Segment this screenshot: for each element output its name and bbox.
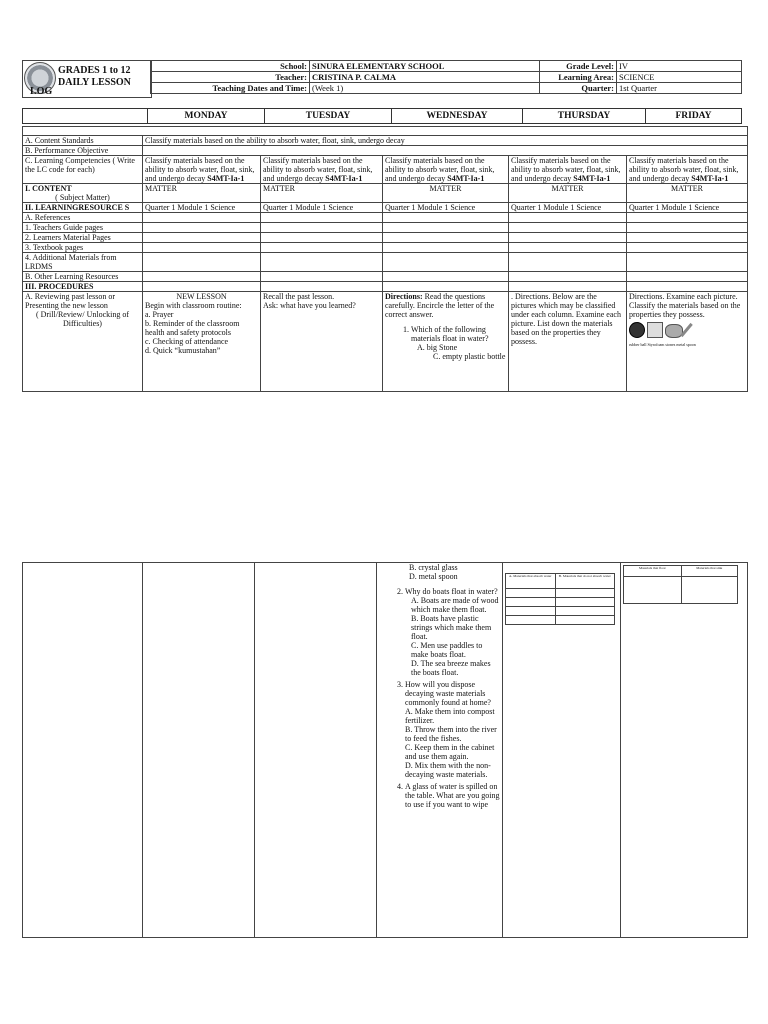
school-value: SINURA ELEMENTARY SCHOOL bbox=[310, 61, 540, 72]
comp-code: S4MT-Ia-1 bbox=[447, 174, 485, 183]
log-title: LOG bbox=[30, 86, 53, 97]
monday-item: a. Prayer bbox=[145, 310, 174, 319]
question-1: 1. Which of the following materials float in water? A. big Stone C. empty plastic bottle bbox=[411, 325, 506, 361]
day-thursday: THURSDAY bbox=[523, 109, 646, 124]
grades-title: GRADES 1 to 12 bbox=[58, 65, 131, 76]
area-label: Learning Area: bbox=[540, 72, 617, 83]
friday-classify-table bbox=[623, 565, 738, 604]
day-friday: FRIDAY bbox=[646, 109, 742, 124]
row-competencies: C. Learning Competencies ( Write the LC code for each) bbox=[23, 156, 143, 184]
module-friday: Quarter 1 Module 1 Science bbox=[627, 203, 748, 213]
q2-option: D. The sea breeze makes the boats float. bbox=[411, 659, 491, 677]
q1-option-b: B. crystal glass bbox=[409, 563, 458, 572]
day-tuesday: TUESDAY bbox=[265, 109, 392, 124]
comp-code: S4MT-Ia-1 bbox=[573, 174, 611, 183]
monday-item: d. Quick “kumustahan” bbox=[145, 346, 221, 355]
matter-tuesday: MATTER bbox=[261, 184, 383, 203]
friday-directions: Directions. Examine each picture. Classify the materials based on the properties they possess. bbox=[629, 292, 741, 319]
wed-directions: Read the questions carefully. Encircle the letter of the correct answer. bbox=[385, 292, 495, 319]
q3-option: B. Throw them into the river to feed the fishes. bbox=[405, 725, 497, 743]
row-references: A. References bbox=[23, 213, 143, 223]
comp-wednesday bbox=[383, 156, 509, 184]
comp-text: Classify materials based on the ability to absorb water, float, sink, and undergo decay bbox=[511, 156, 621, 183]
tuesday-line: Recall the past lesson. bbox=[263, 292, 335, 301]
module-monday: Quarter 1 Module 1 Science bbox=[143, 203, 261, 213]
matter-friday: MATTER bbox=[627, 184, 748, 203]
teacher-label: Teacher: bbox=[151, 72, 310, 83]
friday-pictures bbox=[629, 322, 745, 340]
styrofoam-image bbox=[647, 322, 663, 338]
rubber-ball-image bbox=[629, 322, 645, 338]
spacer-row bbox=[23, 127, 748, 136]
row-resources: II. LEARNINGRESOURCE S bbox=[23, 203, 143, 213]
day-monday: MONDAY bbox=[148, 109, 265, 124]
q3-option: C. Keep them in the cabinet and use them again. bbox=[405, 743, 495, 761]
comp-text: Classify materials based on the ability to absorb water, float, sink, and undergo decay bbox=[385, 156, 495, 183]
monday-title: NEW LESSON bbox=[176, 292, 227, 301]
friday-col-a: Materials that float bbox=[624, 566, 682, 577]
row-lm: 2. Learners Material Pages bbox=[23, 233, 143, 243]
subject-matter-label: ( Subject Matter) bbox=[55, 193, 110, 202]
performance-value bbox=[143, 146, 748, 156]
daily-lesson-title: DAILY LESSON bbox=[58, 77, 131, 88]
comp-monday bbox=[143, 156, 261, 184]
row-performance: B. Performance Objective bbox=[23, 146, 143, 156]
quarter-value: 1st Quarter bbox=[617, 83, 742, 94]
q1-option-c: C. empty plastic bottle bbox=[433, 352, 506, 361]
module-thursday: Quarter 1 Module 1 Science bbox=[509, 203, 627, 213]
p2-thursday-cell bbox=[503, 563, 621, 938]
teacher-value: CRISTINA P. CALMA bbox=[310, 72, 540, 83]
quarter-label: Quarter: bbox=[540, 83, 617, 94]
content-standards-value: Classify materials based on the ability to absorb water, float, sink, undergo decay bbox=[143, 136, 748, 146]
drill-label: ( Drill/Review/ Unlocking of Difficulties) bbox=[35, 310, 130, 328]
p2-monday-cell bbox=[143, 563, 255, 938]
question-3: 3. How will you dispose decaying waste materials commonly found at home? A. Make them into compost fertilizer. B. Throw them into the river to feed the fishes. C. Keep them in the cabinet and use them again. D. Mix them with the non-decaying waste materials. bbox=[405, 680, 500, 779]
q2-option: A. Boats are made of wood which make them float. bbox=[411, 596, 499, 614]
monday-intro: Begin with classroom routine: bbox=[145, 301, 242, 310]
day-wednesday: WEDNESDAY bbox=[392, 109, 523, 124]
thursday-col-a: A. Materials that absorb water bbox=[506, 574, 556, 589]
module-tuesday: Quarter 1 Module 1 Science bbox=[261, 203, 383, 213]
q2-option: B. Boats have plastic strings which make them float. bbox=[411, 614, 492, 641]
comp-friday bbox=[627, 156, 748, 184]
matter-thursday: MATTER bbox=[509, 184, 627, 203]
monday-activity bbox=[143, 292, 261, 392]
row-additional: 4. Additional Materials from LRDMS bbox=[23, 253, 143, 272]
area-value: SCIENCE bbox=[617, 72, 742, 83]
thursday-classify-table bbox=[505, 573, 615, 625]
comp-code: S4MT-Ia-1 bbox=[325, 174, 363, 183]
row-tb: 3. Textbook pages bbox=[23, 243, 143, 253]
thursday-col-b: B. Materials that do not absorb water bbox=[555, 574, 614, 589]
row-content bbox=[23, 184, 143, 203]
days-corner bbox=[23, 109, 148, 124]
p2-wednesday-cell bbox=[377, 563, 503, 938]
comp-text: Classify materials based on the ability to absorb water, float, sink, and undergo decay bbox=[629, 156, 739, 183]
dates-label: Teaching Dates and Time: bbox=[151, 83, 310, 94]
q3-option: A. Make them into compost fertilizer. bbox=[405, 707, 495, 725]
comp-code: S4MT-Ia-1 bbox=[207, 174, 245, 183]
thursday-activity: . Directions. Below are the pictures which may be classified under each column. Examine each picture. List down the materials based on the properties they possess. bbox=[509, 292, 627, 392]
comp-code: S4MT-Ia-1 bbox=[691, 174, 729, 183]
q3-option: D. Mix them with the non-decaying waste materials. bbox=[405, 761, 491, 779]
grade-label: Grade Level: bbox=[540, 61, 617, 72]
friday-activity bbox=[627, 292, 748, 392]
question-4: 4. A glass of water is spilled on the table. What are you going to use if you want to wipe bbox=[405, 782, 500, 809]
matter-monday: MATTER bbox=[143, 184, 261, 203]
wednesday-activity bbox=[383, 292, 509, 392]
q1-option-a: A. big Stone bbox=[417, 343, 458, 352]
monday-item: c. Checking of attendance bbox=[145, 337, 229, 346]
module-wednesday: Quarter 1 Module 1 Science bbox=[383, 203, 509, 213]
p2-friday-cell bbox=[621, 563, 748, 938]
tuesday-activity bbox=[261, 292, 383, 392]
review-label: A. Reviewing past lesson or Presenting the new lesson bbox=[25, 292, 115, 310]
matter-wednesday: MATTER bbox=[383, 184, 509, 203]
row-other: B. Other Learning Resources bbox=[23, 272, 143, 282]
comp-text: Classify materials based on the ability to absorb water, float, sink, and undergo decay bbox=[263, 156, 373, 183]
monday-item: b. Reminder of the classroom health and safety protocols bbox=[145, 319, 240, 337]
dates-value: (Week 1) bbox=[310, 83, 540, 94]
friday-captions: rubber ball Styrofoam stones metal spoon bbox=[629, 342, 696, 347]
row-tg: 1. Teachers Guide pages bbox=[23, 223, 143, 233]
p2-left-cell bbox=[23, 563, 143, 938]
comp-tuesday bbox=[261, 156, 383, 184]
school-label: School: bbox=[151, 61, 310, 72]
row-content-standards: A. Content Standards bbox=[23, 136, 143, 146]
row-procedures: III. PROCEDURES bbox=[23, 282, 143, 292]
friday-col-b: Materials that sink bbox=[681, 566, 737, 577]
comp-thursday bbox=[509, 156, 627, 184]
comp-text: Classify materials based on the ability to absorb water, float, sink, and undergo decay bbox=[145, 156, 255, 183]
grade-value: IV bbox=[617, 61, 742, 72]
q2-option: C. Men use paddles to make boats float. bbox=[411, 641, 483, 659]
content-label: I. CONTENT bbox=[25, 184, 72, 193]
q1-option-d: D. metal spoon bbox=[409, 572, 458, 581]
wed-directions-label: Directions: bbox=[385, 292, 423, 301]
row-review bbox=[23, 292, 143, 392]
tuesday-line: Ask: what have you learned? bbox=[263, 301, 356, 310]
question-2: 2. Why do boats float in water? A. Boats are made of wood which make them float. B. Boats have plastic strings which make them float. C. Men use paddles to make boats float. D. The sea breeze makes the boats float. bbox=[405, 587, 500, 677]
p2-tuesday-cell bbox=[255, 563, 377, 938]
